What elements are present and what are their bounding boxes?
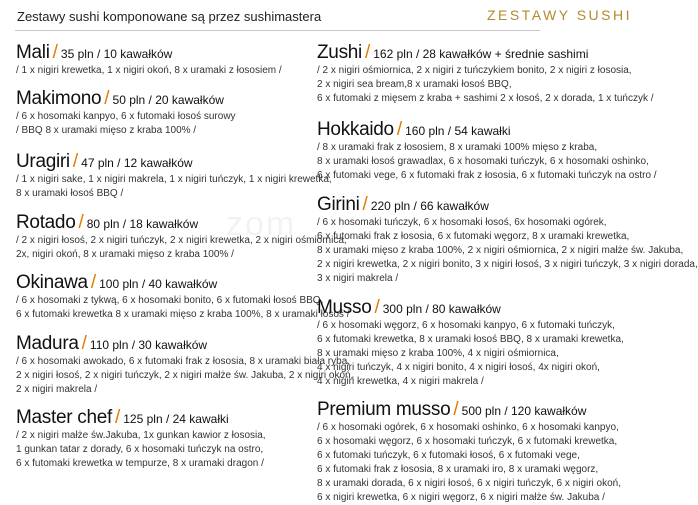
set-item (317, 399, 647, 505)
set-heading (16, 407, 316, 429)
set-contents-line: / 6 x hosomaki z tykwą, 6 x hosomaki bonito, 6 x futomaki łosoś BBQ, (16, 295, 324, 306)
set-item (16, 151, 332, 201)
set-contents-line: / 6 x hosomaki węgorz, 6 x hosomaki kanpyo, 6 x futomaki tuńczyk, (317, 320, 615, 331)
set-contents (317, 64, 654, 106)
set-price: 160 pln / 54 kawałki (405, 124, 511, 138)
separator-slash: / (52, 42, 58, 63)
set-contents-line: / 8 x uramaki frak z łososiem, 8 x uramaki 100% mięso z kraba, (317, 142, 598, 153)
set-item (16, 407, 316, 471)
set-contents-line: 6 x futomaki krewetka, 8 x uramaki łosoś BBQ, 8 x uramaki krewetka, (317, 334, 624, 345)
separator-slash: / (78, 212, 84, 233)
set-name: Mali (16, 42, 50, 63)
set-contents-line: 8 x uramaki dorada, 6 x nigiri łosoś, 6 x nigiri tuńczyk, 6 x nigiri okoń, (317, 478, 622, 489)
set-contents (16, 110, 316, 138)
set-price: 100 pln / 40 kawałków (99, 277, 218, 291)
set-contents (317, 421, 647, 505)
separator-slash: / (72, 151, 79, 172)
set-contents-line: 6 x futomaki tuńczyk, 6 x futomaki łosoś, 6 x futomaki vege, (317, 450, 580, 461)
right-column (317, 42, 698, 505)
set-name: Premium musso (317, 399, 451, 420)
set-heading (16, 212, 316, 234)
separator-slash: / (114, 407, 121, 428)
set-contents-line: / 6 x hosomaki ogórek, 6 x hosomaki oshinko, 6 x hosomaki kanpyo, (317, 422, 619, 433)
set-name: Madura (16, 333, 79, 354)
set-contents (16, 429, 316, 471)
header-divider (15, 30, 540, 31)
set-item (317, 42, 654, 106)
set-contents-line: 1 gunkan tatar z dorady, 6 x hosomaki tuńczyk na ostro, (16, 444, 264, 455)
set-contents-line: / BBQ 8 x uramaki mięso z kraba 100% / (16, 125, 197, 136)
page-title: Zestawy sushi komponowane są przez sushimastera (17, 9, 322, 24)
set-name: Rotado (16, 212, 76, 233)
set-contents-line: 8 x uramaki mięso z kraba 100%, 4 x nigiri ośmiornica, (317, 348, 559, 359)
set-contents (16, 355, 354, 397)
separator-slash: / (453, 399, 459, 420)
set-contents-line: 2 x nigiri krewetka, 2 x nigiri bonito, 3 x nigiri łosoś, 3 x nigiri tuńczyk, 3 x nigiri dorada, (317, 259, 698, 270)
set-contents-line: 2 x nigiri łosoś, 2 x nigiri tuńczyk, 2 x nigiri małże św. Jakuba, 2 x nigiri okoń, (16, 370, 354, 381)
set-contents-line: 6 x futomaki krewetka w tempurze, 8 x uramaki dragon / (16, 458, 264, 469)
set-name: Zushi (317, 42, 362, 63)
set-name: Girini (317, 194, 360, 215)
set-item (317, 297, 647, 389)
set-contents-line: 2 x nigiri makrela / (16, 384, 98, 395)
set-contents-line: / 1 x nigiri sake, 1 x nigiri makrela, 1 x nigiri tuńczyk, 1 x nigiri krewetka, (16, 174, 332, 185)
set-contents-line: 6 x futomaki frak z łososia, 6 x futomaki węgorz, 8 x uramaki krewetka, (317, 231, 630, 242)
set-contents (317, 141, 657, 183)
set-item (16, 212, 347, 262)
set-contents-line: 6 x nigiri krewetka, 6 x nigiri węgorz, 6 x nigiri małże św. Jakuba / (317, 492, 605, 503)
header-bar (0, 0, 650, 30)
set-item (16, 333, 354, 397)
set-price: 80 pln / 18 kawałków (86, 217, 199, 231)
set-contents (16, 173, 332, 201)
set-name: Musso (317, 297, 372, 318)
set-name: Okinawa (16, 272, 88, 293)
set-heading (16, 88, 316, 110)
set-price: 110 pln / 30 kawałków (89, 338, 208, 352)
set-contents-line: 2x, nigiri okoń, 8 x uramaki mięso z kraba 100% / (16, 249, 234, 260)
watermark: zom (226, 205, 297, 243)
set-price: 500 pln / 120 kawałków (461, 404, 587, 418)
set-heading (317, 194, 647, 216)
set-contents (317, 216, 698, 286)
set-heading (16, 272, 316, 294)
separator-slash: / (374, 297, 380, 318)
set-contents-line: 8 x uramaki mięso z kraba 100%, 2 x nigiri ośmiornica, 2 x nigiri małże św. Jakuba, (317, 245, 684, 256)
set-contents-line: 8 x uramaki łosoś BBQ / (16, 188, 124, 199)
set-heading (317, 399, 647, 421)
set-item (317, 194, 698, 286)
set-contents-line: / 2 x nigiri małże św.Jakuba, 1x gunkan kawior z łososia, (16, 430, 266, 441)
set-name: Master chef (16, 407, 112, 428)
set-price: 35 pln / 10 kawałków (60, 47, 173, 61)
set-contents-line: 4 x nigiri tuńczyk, 4 x nigiri bonito, 4 x nigiri łosoś, 4x nigiri okoń, (317, 362, 600, 373)
set-contents-line: / 2 x nigiri łosoś, 2 x nigiri tuńczyk, 2 x nigiri krewetka, 2 x nigiri ośmiornica, (16, 235, 347, 246)
set-item (317, 119, 657, 183)
set-item (16, 42, 316, 78)
brand-title: ZESTAWY SUSHI (486, 7, 632, 23)
set-heading (16, 42, 316, 64)
set-name: Makimono (16, 88, 102, 109)
set-contents-line: / 6 x hosomaki awokado, 6 x futomaki frak z łososia, 8 x uramaki biała ryba, (16, 356, 351, 367)
separator-slash: / (364, 42, 371, 63)
set-contents-line: 3 x nigiri makrela / (317, 273, 399, 284)
separator-slash: / (362, 194, 368, 215)
separator-slash: / (90, 272, 97, 293)
set-heading (317, 42, 647, 64)
set-contents (16, 64, 316, 78)
set-contents-line: 2 x nigiri sea bream,8 x uramaki łosoś BBQ, (317, 79, 512, 90)
set-contents-line: 6 x futomaki krewetka 8 x uramaki mięso z kraba 100%, 8 x uramaki łosoś / (16, 309, 350, 320)
set-contents (16, 234, 347, 262)
set-contents-line: 8 x uramaki łosoś grawadlax, 6 x hosomaki tuńczyk, 6 x hosomaki oshinko, (317, 156, 649, 167)
set-price: 220 pln / 66 kawałków (370, 199, 489, 213)
set-price: 125 pln / 24 kawałki (123, 412, 229, 426)
set-name: Hokkaido (317, 119, 394, 140)
set-heading (317, 297, 647, 319)
separator-slash: / (104, 88, 110, 109)
set-price: 47 pln / 12 kawałków (81, 156, 193, 170)
set-price: 50 pln / 20 kawałków (112, 93, 224, 107)
set-contents-line: / 1 x nigiri krewetka, 1 x nigiri okoń, 8 x uramaki z łososiem / (16, 65, 282, 76)
separator-slash: / (81, 333, 87, 354)
set-heading (317, 119, 647, 141)
set-heading (16, 333, 316, 355)
set-contents-line: / 6 x hosomaki kanpyo, 6 x futomaki łosoś surowy (16, 111, 236, 122)
set-contents-line: 6 x futomaki z mięsem z kraba + sashimi 2 x łosoś, 2 x dorada, 1 x tuńczyk / (317, 93, 654, 104)
separator-slash: / (396, 119, 403, 140)
set-name: Uragiri (16, 151, 70, 172)
set-contents-line: 6 x futomaki vege, 6 x futomaki frak z łososia, 6 x futomaki tuńczyk na ostro / (317, 170, 657, 181)
set-contents-line: / 6 x hosomaki tuńczyk, 6 x hosomaki łosoś, 6x hosomaki ogórek, (317, 217, 607, 228)
set-item (16, 88, 316, 138)
set-contents-line: 4 x nigiri krewetka, 4 x nigiri makrela / (317, 376, 484, 387)
set-price: 162 pln / 28 kawałków + średnie sashimi (373, 47, 589, 61)
set-heading (16, 151, 316, 173)
set-contents-line: 6 x hosomaki węgorz, 6 x hosomaki tuńczyk, 6 x futomaki krewetka, (317, 436, 618, 447)
set-price: 300 pln / 80 kawałków (382, 302, 501, 316)
set-contents-line: 6 x futomaki frak z łososia, 8 x uramaki iro, 8 x uramaki węgorz, (317, 464, 599, 475)
set-contents (317, 319, 647, 389)
set-contents-line: / 2 x nigiri ośmiornica, 2 x nigiri z tuńczykiem bonito, 2 x nigiri z łososia, (317, 65, 632, 76)
